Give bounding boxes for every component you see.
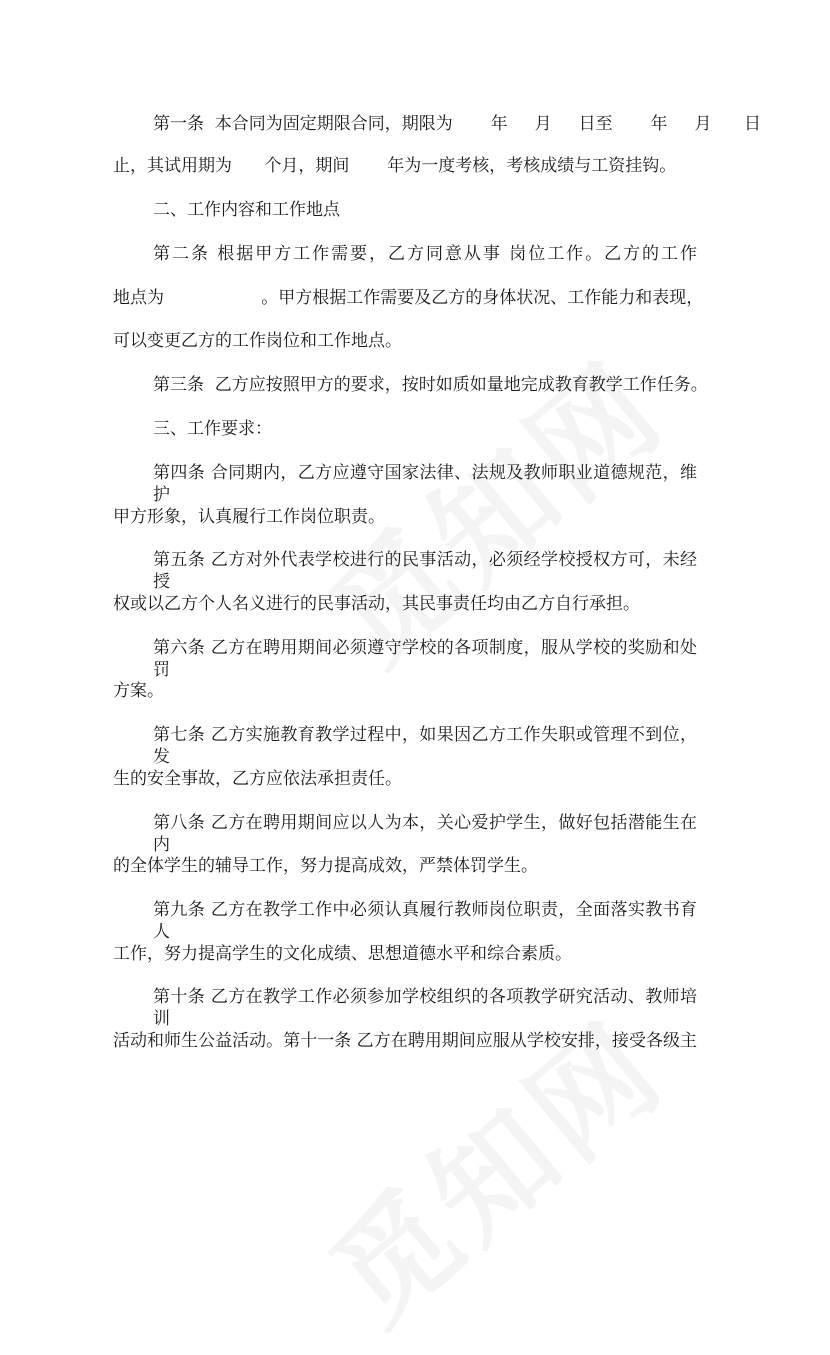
article-6-line-2: 方案。 xyxy=(113,681,164,701)
article-8-line-1: 第八条 乙方在聘用期间应以人为本，关心爱护学生，做好包括潜能生在内 xyxy=(153,813,697,855)
article-7-line-2: 生的安全事故，乙方应依法承担责任。 xyxy=(113,769,402,789)
article-4-line-1: 第四条 合同期内，乙方应遵守国家法律、法规及教师职业道德规范，维护 xyxy=(153,463,697,505)
article-9-line-2: 工作，努力提高学生的文化成绩、思想道德水平和综合素质。 xyxy=(113,944,572,964)
article-2-line-1: 第二条 根据甲方工作需要，乙方同意从事 岗位工作。乙方的工作 xyxy=(153,244,697,264)
article-6-line-1: 第六条 乙方在聘用期间必须遵守学校的各项制度，服从学校的奖励和处罚 xyxy=(153,638,697,680)
article-7-line-1: 第七条 乙方实施教育教学过程中，如果因乙方工作失职或管理不到位，发 xyxy=(153,725,697,767)
article-9-line-1: 第九条 乙方在教学工作中必须认真履行教师岗位职责，全面落实教书育人 xyxy=(153,900,697,942)
article-3: 第三条 乙方应按照甲方的要求，按时如质如量地完成教育教学工作任务。 xyxy=(153,375,708,395)
article-8-line-2: 的全体学生的辅导工作，努力提高成效，严禁体罚学生。 xyxy=(113,856,538,876)
section-3-heading: 三、工作要求： xyxy=(153,419,272,439)
article-1-line-1: 第一条 本合同为固定期限合同，期限为 年 月 日至 年 月 日 xyxy=(153,114,761,134)
article-4-line-2: 甲方形象，认真履行工作岗位职责。 xyxy=(113,507,385,527)
section-2-heading: 二、工作内容和工作地点 xyxy=(153,200,340,220)
article-5-line-2: 权或以乙方个人名义进行的民事活动，其民事责任均由乙方自行承担。 xyxy=(113,594,640,614)
article-1-line-2: 止，其试用期为 个月，期间 年为一度考核，考核成绩与工资挂钩。 xyxy=(113,156,677,176)
article-10-11-line-2: 活动和师生公益活动。第十一条 乙方在聘用期间应服从学校安排，接受各级主 xyxy=(113,1031,697,1051)
article-5-line-1: 第五条 乙方对外代表学校进行的民事活动，必须经学校授权方可，未经授 xyxy=(153,550,697,592)
article-2-line-2: 地点为 。甲方根据工作需要及乙方的身体状况、工作能力和表现， xyxy=(113,288,704,308)
article-2-line-3: 可以变更乙方的工作岗位和工作地点。 xyxy=(113,331,402,351)
article-10-line-1: 第十条 乙方在教学工作必须参加学校组织的各项教学研究活动、教师培训 xyxy=(153,987,697,1029)
